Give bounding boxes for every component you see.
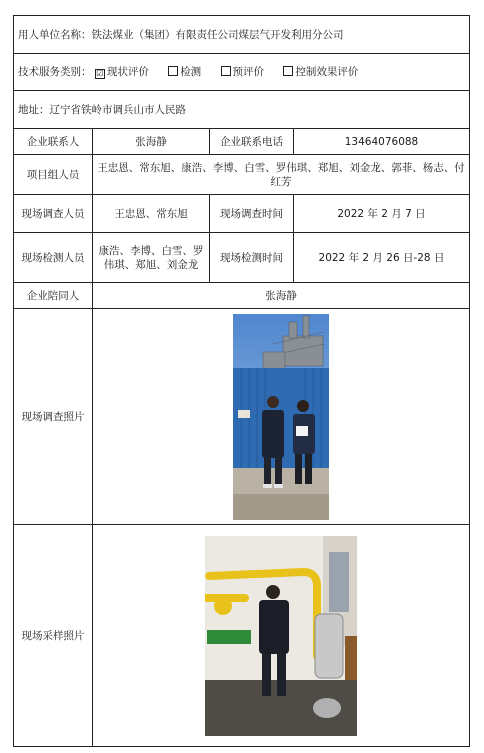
survey-photo xyxy=(233,314,329,520)
employer-label: 用人单位名称： xyxy=(18,28,92,41)
service-type-label: 技术服务类别： xyxy=(18,66,92,78)
sampling-photo-cell xyxy=(93,525,470,747)
contact-row xyxy=(14,129,470,155)
employer-name: 铁法煤业（集团）有限责任公司煤层气开发利用分公司 xyxy=(91,28,344,41)
survey-photo-row xyxy=(14,309,470,525)
team-label: 项目组人员 xyxy=(14,155,93,195)
phone-value: 13464076088 xyxy=(294,129,470,155)
detection-staff-label: 现场检测人员 xyxy=(14,233,93,283)
contact-value: 张海静 xyxy=(93,129,210,155)
service-type-cell xyxy=(14,54,470,91)
option-control-effect[interactable] xyxy=(283,66,358,78)
survey-row xyxy=(14,195,470,233)
steel-tank xyxy=(315,614,343,678)
option-pre-evaluation[interactable] xyxy=(221,66,265,78)
option-status-evaluation[interactable] xyxy=(95,66,149,78)
contact-label: 企业联系人 xyxy=(14,129,93,155)
option-label: 预评价 xyxy=(232,66,265,78)
survey-photo-cell xyxy=(93,309,470,525)
service-type-row xyxy=(14,54,470,91)
team-row xyxy=(14,155,470,195)
option-label: 现状评价 xyxy=(106,66,149,78)
option-detection[interactable] xyxy=(168,66,201,78)
detection-row xyxy=(14,233,470,283)
detection-time-label: 现场检测时间 xyxy=(210,233,294,283)
escort-row xyxy=(14,283,470,309)
checkbox-checked-icon[interactable]: ☑ xyxy=(96,69,104,78)
phone-label: 企业联系电话 xyxy=(210,129,294,155)
employer-row xyxy=(14,16,470,54)
address-row xyxy=(14,91,470,129)
checkbox-icon[interactable] xyxy=(221,66,231,76)
survey-staff-label: 现场调查人员 xyxy=(14,195,93,233)
address-cell xyxy=(14,91,470,129)
survey-photo-label: 现场调查照片 xyxy=(14,309,93,525)
green-equipment xyxy=(207,630,251,644)
survey-staff-value: 王忠恩、常东旭 xyxy=(93,195,210,233)
survey-time-value: 2022 年 2 月 7 日 xyxy=(294,195,470,233)
employer-cell xyxy=(14,16,470,54)
option-label: 检测 xyxy=(180,66,202,78)
team-value: 王忠恩、常东旭、康浩、李博、白雪、罗伟琪、郑旭、刘金龙、郭菲、杨志、付红芳 xyxy=(93,155,470,195)
valve xyxy=(214,597,232,615)
detection-time-value: 2022 年 2 月 26 日-28 日 xyxy=(294,233,470,283)
sampling-photo-label: 现场采样照片 xyxy=(14,525,93,747)
address-value: 辽宁省铁岭市调兵山市人民路 xyxy=(49,103,186,116)
escort-value: 张海静 xyxy=(93,283,470,309)
survey-time-label: 现场调查时间 xyxy=(210,195,294,233)
notice-sign xyxy=(238,410,250,418)
sampling-photo xyxy=(205,536,357,736)
detection-staff-value: 康浩、李博、白雪、罗伟琪、郑旭、刘金龙 xyxy=(93,233,210,283)
escort-label: 企业陪同人 xyxy=(14,283,93,309)
record-form xyxy=(13,15,470,747)
checkbox-icon[interactable] xyxy=(168,66,178,76)
checkbox-icon[interactable] xyxy=(283,66,293,76)
option-label: 控制效果评价 xyxy=(295,66,359,78)
sampling-photo-row xyxy=(14,525,470,747)
address-label: 地址： xyxy=(18,103,50,116)
window xyxy=(329,552,349,612)
